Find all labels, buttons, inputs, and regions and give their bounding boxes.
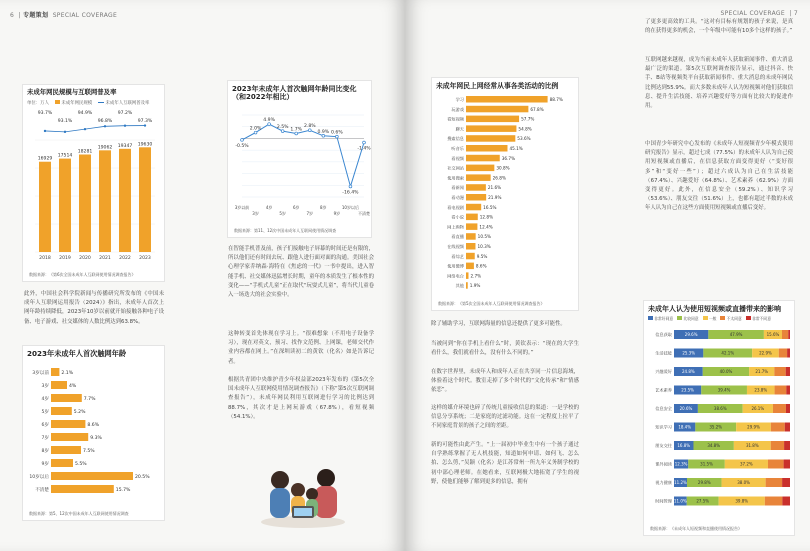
- x-tick-label: 2019: [59, 255, 71, 261]
- bar: [59, 158, 71, 251]
- rate-label: 93.1%: [57, 118, 73, 124]
- bar: [466, 204, 481, 211]
- segment-value-label: 31.8%: [745, 443, 759, 449]
- bar: [466, 155, 500, 162]
- bar-value-label: 16.5%: [483, 204, 497, 210]
- paragraph: 这样的媒介环境也碎了传统儿童接收信息的渠道：一是学校的信息分享系统；二是家庭的过滤功能。这在一定程度上拉平了不同家庭背景的孩子之间的差距。: [431, 405, 579, 430]
- series-line: [242, 124, 364, 186]
- bar-value-label: 26.8%: [492, 175, 506, 181]
- bar: [466, 135, 515, 142]
- data-point: [335, 135, 338, 138]
- right-header: SPECIAL COVERAGE | 7: [720, 10, 798, 17]
- bar: [466, 145, 507, 152]
- segment-value-label: 16.8%: [677, 443, 691, 449]
- y-tick-label: 5岁: [41, 409, 49, 415]
- segment-value-label: 42.1%: [721, 351, 735, 357]
- y-tick-label: 玩游戏: [451, 106, 464, 112]
- bar-value-label: 67.8%: [530, 106, 544, 112]
- x-tick-label: 10岁以后: [341, 204, 359, 210]
- x-tick-label: 2020: [79, 255, 91, 261]
- y-tick-label: 视力健康: [655, 480, 672, 486]
- bar-value-label: 12.8%: [479, 214, 494, 220]
- paragraph: 了更多更高效的工具。“这对有目标有规划的孩子来说，是真的在获得更多的机会，一个年级中可能有10多个这样的孩子。”: [645, 19, 793, 35]
- stacked-segment: [771, 423, 785, 432]
- y-tick-label: 网上购物: [447, 224, 464, 230]
- bar: [466, 184, 486, 191]
- segment-value-label: 34.8%: [707, 443, 721, 449]
- bar: [466, 243, 475, 250]
- y-tick-label: 时间管理: [655, 498, 672, 504]
- stacked-segment: [786, 367, 790, 376]
- stacked-segment: [784, 441, 790, 450]
- bar: [466, 126, 516, 132]
- paragraph: 当被问到“你在手机上看什么”时，黄钦表示：“现在的大学生看什么，我们就看什么，没有什么不同的。”: [431, 341, 579, 357]
- legend-item: 比较同意: [677, 316, 698, 322]
- bar-value-label: 9.5%: [476, 253, 488, 259]
- chart-legend: [648, 316, 790, 322]
- point-value-label: 2.8%: [303, 124, 316, 130]
- rate-point: [84, 128, 86, 130]
- y-tick-label: 课外阅读: [655, 461, 672, 467]
- segment-value-label: 47.9%: [729, 332, 743, 338]
- bar: [466, 175, 491, 182]
- y-tick-label: 听音乐: [451, 146, 464, 152]
- y-tick-label: 不清楚: [35, 487, 49, 493]
- y-tick-label: 网络电台: [447, 273, 464, 279]
- x-tick-label: 6岁: [292, 204, 300, 210]
- paragraph: 此外，中国社会科学院新闻与传播研究所发布的《中国未成年人互联网运用报告（2024）》指出，未成年人首次上网年龄持续降低，2023年10岁以前就开始接触各种电子设备、电子游戏、社交媒体的人数比例达到63.8%。: [24, 291, 164, 325]
- bar: [466, 224, 477, 231]
- point-value-label: 2.5%: [276, 124, 289, 130]
- segment-value-label: 22.9%: [759, 351, 772, 357]
- paragraph: 在数字世界里，未成年人和成年人正在共享同一片信息海域，体验着这个时代。教室走掉了多个时代的“文化传承”和“情感依恋”。: [431, 369, 579, 394]
- data-point: [363, 141, 366, 144]
- y-tick-label: 使用微博: [447, 263, 464, 269]
- stacked-segment: [775, 386, 787, 395]
- bar: [466, 194, 486, 201]
- rate-point: [144, 124, 146, 126]
- rate-point: [64, 130, 66, 132]
- chart-title: 未成年网民上网经常从事各类活动的比例: [436, 82, 559, 90]
- segment-value-label: 38.0%: [737, 480, 750, 486]
- y-tick-label: 生活技能: [655, 350, 672, 356]
- chart-first-access-age: [22, 345, 165, 521]
- bar-value-label: 15.7%: [115, 487, 131, 493]
- legend-item: 一般: [703, 316, 717, 322]
- segment-value-label: 27.5%: [696, 499, 710, 505]
- rate-point: [124, 124, 126, 126]
- segment-value-label: 29.9%: [747, 425, 760, 431]
- hbar-chart-svg: [27, 363, 162, 511]
- y-tick-label: 信息获取: [655, 332, 672, 338]
- segment-value-label: 18.4%: [678, 425, 692, 431]
- bar-value-label: 21.6%: [487, 185, 502, 191]
- y-tick-label: 看小说: [451, 214, 464, 220]
- paragraph: 中国青少年研究中心发布的《未成年人短视频青少年模式使用研究报告》显示，超过七成（77.5%）的未成年人认为自己使用短视频或直播后，在信息获取方面变得更好（“变好很多”和“变好一些”）；超过六成认为自己在生活技能（67.4%）、兴趣爱好（64.8%）、艺术素养（62.9%）方面变得更好。此外，在信息安全（59.2%）、知识学习（53.6%）、朋友交往（51.6%）上，也都有超过半数的未成年人认为自己在这些方面使用短视频或直播后变好。: [645, 141, 793, 212]
- bar-value-label: 7.5%: [83, 448, 95, 454]
- chart-online-activities: [431, 77, 579, 311]
- bar-value-label: 9.3%: [90, 435, 102, 441]
- bar-chart-svg: [27, 108, 162, 270]
- data-point: [268, 122, 271, 125]
- chart-source: 数据来源：第5、12次中国未成年人互联网使用情况调查: [29, 511, 129, 516]
- bar-value-label: 45.1%: [509, 146, 523, 152]
- stacked-segment: [788, 330, 790, 339]
- y-tick-label: 看短视频: [447, 116, 464, 122]
- y-tick-label: 看电视剧: [447, 204, 464, 210]
- data-point: [295, 132, 298, 135]
- legend-bar: 未成年网民规模: [55, 100, 92, 106]
- point-value-label: -0.5%: [235, 143, 249, 149]
- y-tick-label: 8岁: [41, 448, 49, 454]
- stacked-segment: [766, 478, 782, 487]
- y-tick-label: 聊天: [455, 126, 464, 132]
- segment-value-label: 39.8%: [735, 499, 749, 505]
- segment-value-label: 29.8%: [697, 480, 711, 486]
- rate-label: 97.3%: [137, 118, 153, 124]
- stacked-segment: [771, 441, 784, 450]
- bar-value-label: 10.5%: [477, 234, 491, 240]
- bar: [51, 446, 81, 454]
- y-tick-label: 看动漫: [451, 195, 464, 201]
- stacked-segment: [773, 404, 786, 413]
- bar: [51, 368, 59, 376]
- paragraph: 新的可能性由此产生。“上一届初中毕业生中有一个孩子通过自学熟练掌握了无人机技能，知道如何申请、如何飞、怎么拍、怎么剪，”吴颖（化名）是江苏常州一所九年义务制学校的初中部心理老师。在她看来，互联网极大地拓宽了学生的视野，使他们能够了解到更多的信息，拥有: [431, 442, 579, 485]
- y-tick-label: 3岁以前: [32, 370, 49, 376]
- point-value-label: -1.4%: [357, 146, 371, 152]
- bar-value-label: 16929: [37, 156, 53, 162]
- data-point: [281, 129, 284, 132]
- chart-source: 数据来源：第11、12次中国未成年人互联网使用情况调查: [234, 228, 337, 233]
- page-number: 7: [793, 10, 798, 17]
- legend-item: 不太同意: [720, 316, 741, 322]
- stacked-bar-chart-svg: [648, 324, 792, 514]
- bar-value-label: 10.3%: [477, 244, 491, 250]
- bar: [79, 154, 91, 251]
- bar-value-label: 54.8%: [518, 126, 532, 132]
- x-tick-label: 5岁: [279, 210, 286, 216]
- y-tick-label: 使用搜索: [447, 175, 464, 181]
- segment-value-label: 21.7%: [755, 369, 769, 375]
- segment-value-label: 26.1%: [751, 406, 765, 412]
- segment-value-label: 20.6%: [679, 406, 693, 412]
- bar: [39, 161, 51, 251]
- stacked-segment: [784, 460, 790, 469]
- chart-age-change: [227, 80, 372, 238]
- y-tick-label: 3岁: [41, 383, 49, 389]
- stacked-segment: [768, 460, 784, 469]
- bar-value-label: 36.7%: [501, 155, 516, 161]
- chart-title: 2023年未成年人首次触网年龄同比变化（和2022年相比）: [232, 85, 357, 102]
- y-tick-label: 4岁: [41, 396, 49, 402]
- y-tick-label: 在线视频: [447, 244, 464, 250]
- bar-value-label: 7.7%: [83, 396, 96, 402]
- paragraph: 在智能手机普及前，孩子们接触电子屏幕的时间还是有限的，所以他们还有时间去玩、跟他人进行面对面的沟通。美国社会心理学家乔纳森·海特在《焦虑的一代》一书中提出，进入智能手机、社交媒体迅猛增长时期，童年的本质发生了根本性的变化——“手机式儿童”正在取代“玩耍式儿童”，将当代儿童卷入一场迭大的社会实验中。: [228, 246, 374, 299]
- chart-title: 2023年未成年人首次触网年龄: [27, 349, 127, 358]
- paragraph: 除了辅助学习，互联网海量的信息还提供了更多可能性。: [431, 321, 566, 327]
- y-tick-label: 9岁: [41, 461, 49, 467]
- bar: [466, 214, 478, 221]
- y-tick-label: 艺术素养: [655, 387, 672, 393]
- section-en: SPECIAL COVERAGE: [52, 12, 118, 19]
- y-tick-label: 兴趣爱好: [655, 369, 672, 375]
- bar: [99, 150, 111, 252]
- right-page: [405, 0, 810, 551]
- paragraph: 这种转变首先体现在学习上。“很难想象（不用电子设备学习），现在对英文，预习、找作文范例、上网课，老师交代作业内容都在网上。”在深圳读初二的黄钦（化名）如是告诉记者。: [228, 331, 374, 365]
- segment-value-label: 38.6%: [713, 406, 727, 412]
- bar: [51, 433, 88, 441]
- chart-netizen-scale: [22, 84, 165, 282]
- point-value-label: 0.9%: [317, 129, 330, 135]
- point-value-label: -16.4%: [342, 190, 359, 196]
- y-tick-label: 看新闻: [451, 185, 464, 191]
- rate-label: 96.8%: [97, 118, 113, 124]
- chart-unit: 单位：万人: [27, 100, 49, 106]
- bar: [466, 106, 528, 113]
- stacked-segment: [782, 478, 790, 487]
- paragraph: 互联网越来越视，成为当前未成年人获取新闻事件、重大消息最广泛的渠道。第5次互联网调查报告显示，通过抖音、快手、B站等视频类平台获取新闻事件、重大消息的未成年网民比例达到55.9%。而大多数未成年人认为短视频对他们获取信息、提升生活技能、培养兴趣爱好等方面有比较大的促进作用。: [645, 57, 793, 110]
- bar: [51, 420, 85, 428]
- bar-value-label: 1.9%: [469, 283, 481, 289]
- y-tick-label: 6岁: [41, 422, 49, 428]
- x-tick-label: 9岁: [333, 210, 341, 216]
- stacked-segment: [786, 404, 790, 413]
- y-tick-label: 10岁以后: [29, 474, 49, 480]
- chart-short-video-impact: [643, 300, 795, 536]
- y-tick-label: 看综艺: [451, 253, 464, 259]
- bar-value-label: 2.7%: [470, 273, 482, 279]
- point-value-label: 1.7%: [290, 127, 303, 133]
- bar-value-label: 57.7%: [521, 116, 535, 122]
- bar-value-label: 19630: [137, 141, 153, 147]
- stacked-segment: [782, 497, 790, 506]
- bar-value-label: 20.5%: [135, 474, 150, 480]
- bar-value-label: 4%: [69, 383, 77, 389]
- bar-value-label: 5.5%: [75, 461, 87, 467]
- bar-value-label: 5.2%: [73, 409, 86, 415]
- bar: [119, 149, 131, 252]
- segment-value-label: 23.8%: [754, 388, 768, 394]
- x-tick-label: 3岁以前: [234, 204, 250, 210]
- x-tick-label: 8岁: [320, 204, 327, 210]
- segment-value-label: 35.2%: [709, 425, 723, 431]
- section-label: 专题策划: [23, 12, 49, 19]
- stacked-segment: [774, 367, 785, 376]
- stacked-segment: [785, 423, 790, 432]
- x-tick-label: 2022: [119, 255, 131, 261]
- y-tick-label: 7岁: [41, 435, 49, 441]
- segment-value-label: 11.0%: [674, 499, 687, 505]
- segment-value-label: 11.2%: [674, 480, 687, 486]
- rate-label: 93.7%: [37, 110, 53, 116]
- rate-label: 97.2%: [117, 110, 133, 116]
- bar-value-label: 88.7%: [549, 97, 563, 103]
- bar: [466, 253, 475, 259]
- paragraph: 根据共青团中央维护青少年权益部2023年发布的《第5次全国未成年人互联网使用情况调查报告》（下称“第5次互联网调查报告”），未成年网民利用互联网进行学习的比例达到88.7%，其次才是上网玩游戏（67.8%），看短视频（54.1%）。: [228, 377, 374, 420]
- y-tick-label: 知识学习: [655, 424, 672, 430]
- bar: [51, 394, 82, 402]
- bar: [466, 116, 519, 123]
- bar-value-label: 8.6%: [475, 263, 487, 269]
- y-tick-label: 搜索信息: [447, 136, 464, 142]
- bar: [466, 273, 468, 280]
- page-number: 6: [10, 12, 15, 19]
- y-tick-label: 其他: [455, 283, 464, 289]
- section-en: SPECIAL COVERAGE: [720, 10, 785, 17]
- segment-value-label: 31.5%: [700, 462, 713, 468]
- y-tick-label: 看视频: [451, 155, 464, 161]
- x-tick-label: 2023: [139, 255, 151, 261]
- point-value-label: 0.6%: [331, 130, 343, 136]
- bar-value-label: 19062: [97, 145, 113, 151]
- bar-value-label: 21.9%: [488, 195, 502, 201]
- bar: [51, 485, 114, 493]
- bar-value-label: 18281: [77, 149, 93, 155]
- data-point: [349, 185, 352, 188]
- bar-value-label: 8.6%: [87, 422, 100, 428]
- stacked-segment: [786, 386, 790, 395]
- segment-value-label: 40.0%: [719, 369, 733, 375]
- line-chart-svg: [232, 105, 369, 220]
- bar-value-label: 19347: [117, 143, 133, 149]
- point-value-label: 2.0%: [249, 126, 262, 132]
- segment-value-label: 25.3%: [682, 351, 696, 357]
- data-point: [308, 129, 311, 132]
- y-tick-label: 信息安全: [655, 406, 672, 412]
- bar: [51, 381, 67, 389]
- y-tick-label: 学习: [455, 97, 464, 103]
- bar: [51, 459, 73, 467]
- y-tick-label: 社交网站: [447, 165, 464, 171]
- bar-value-label: 2.1%: [61, 370, 74, 376]
- y-tick-label: 朋友交往: [655, 443, 672, 449]
- stacked-segment: [765, 497, 783, 506]
- data-point: [322, 134, 325, 137]
- chart-title: 未成年人认为使用短视频或直播带来的影响: [648, 305, 781, 313]
- chart-title: 未成年网民规模与互联网普及率: [27, 88, 117, 96]
- legend-rate: 未成年人互联网普及率: [98, 100, 149, 106]
- segment-value-label: 15.6%: [766, 332, 780, 338]
- bar: [51, 472, 133, 480]
- x-tick-label: 4岁: [265, 204, 273, 210]
- bar: [466, 96, 548, 103]
- bar-value-label: 12.4%: [479, 224, 493, 230]
- stacked-segment: [779, 349, 787, 358]
- bar: [466, 263, 474, 270]
- legend-item: 非常不同意: [746, 316, 771, 322]
- stacked-segment: [782, 330, 788, 339]
- segment-value-label: 24.8%: [682, 369, 695, 375]
- left-header: 6 | 专题策划 SPECIAL COVERAGE: [10, 12, 118, 19]
- y-tick-label: 看直播: [451, 234, 464, 240]
- x-tick-label: 2018: [39, 255, 51, 261]
- bar: [51, 407, 72, 415]
- segment-value-label: 23.5%: [681, 388, 694, 394]
- rate-line: [45, 125, 145, 131]
- segment-value-label: 12.3%: [674, 462, 688, 468]
- x-tick-label: 3岁: [252, 210, 259, 216]
- segment-value-label: 37.2%: [740, 462, 753, 468]
- x-tick-label: 2021: [99, 255, 111, 261]
- x-tick-label: 不清楚: [358, 210, 370, 216]
- data-point: [254, 131, 257, 134]
- segment-value-label: 29.6%: [684, 332, 698, 338]
- family-illustration: [258, 458, 348, 530]
- point-value-label: 4.9%: [263, 117, 275, 123]
- x-tick-label: 7岁: [306, 210, 314, 216]
- chart-source: 数据来源：《未成年人短视频和直播使用情况报告》: [650, 526, 742, 531]
- legend-item: 非常好同意: [648, 316, 673, 322]
- rate-point: [104, 125, 106, 127]
- bar-value-label: 53.6%: [517, 136, 531, 142]
- chart-source: 数据来源：《第6次全国未成年人互联网使用情况调查报告》: [29, 272, 136, 277]
- rate-label: 94.9%: [77, 110, 93, 116]
- segment-value-label: 39.4%: [717, 388, 731, 394]
- bar: [466, 282, 468, 289]
- data-point: [241, 138, 244, 141]
- chart-source: 数据来源：《第5次全国未成年人互联网使用情况调查报告》: [438, 301, 545, 306]
- bar: [466, 165, 494, 172]
- stacked-segment: [787, 349, 790, 358]
- bar: [139, 147, 151, 252]
- bar: [466, 233, 476, 240]
- bar-value-label: 30.8%: [496, 165, 510, 171]
- bar-value-label: 17514: [57, 153, 73, 159]
- rate-point: [44, 129, 46, 131]
- hbar-chart-svg: [436, 93, 576, 293]
